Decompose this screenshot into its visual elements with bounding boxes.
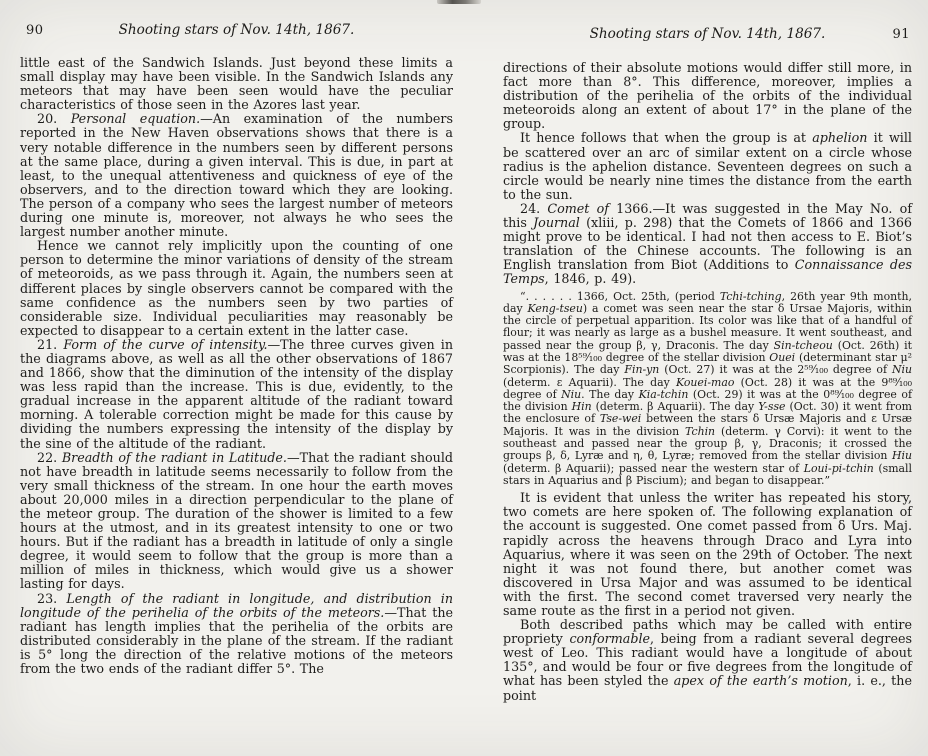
- body-text: (Oct. 29) it was at the 0⁸⁹⁄₁₀₀ degree of the division: [503, 387, 912, 414]
- body-text: (determ. β Aquarii). The day: [591, 400, 759, 414]
- italic-text: Sin-tcheou: [773, 338, 833, 352]
- paragraph: [503, 291, 912, 488]
- italic-text: Loui-pi-tchin: [803, 461, 874, 475]
- body-text: (determinant star μ² Scorpionis). The day: [503, 350, 913, 377]
- italic-text: conformable: [569, 631, 651, 647]
- body-text: (Oct. 28) it was at the 9⁸⁹⁄₁₀₀ degree of: [503, 375, 912, 401]
- page-right: [503, 0, 912, 703]
- paragraph: [503, 61, 912, 131]
- body-text: , 1846, p. 49).: [544, 271, 637, 287]
- italic-text: Journal: [533, 215, 580, 231]
- body-text: It hence follows that when the group is at: [520, 130, 813, 146]
- italic-text: Length of the radiant in longitude, and distribution in longitude of the perihelia of the orbits of the meteors.: [20, 590, 453, 620]
- body-text: it will be scattered over an arc of similar extent on a circle whose radius is the aphelion distance. Seventeen degrees on such a circle would be nearly nine times the distance from the earth to the sun.: [503, 130, 912, 202]
- italic-text: Personal equation.: [70, 111, 201, 127]
- italic-text: Niu: [561, 387, 582, 401]
- italic-text: Connaissance des Temps: [503, 257, 912, 287]
- running-title-right: Shooting stars of Nov. 14th, 1867.: [589, 26, 826, 42]
- body-text: directions of their absolute motions would differ still more, in fact more than 8°. This difference, moreover, implies a distribution of the perihelia of the orbits of the individual meteoroids along an extent of about 17° in the plane of the group.: [503, 60, 912, 132]
- paragraph: [503, 491, 912, 618]
- page-left: [20, 0, 453, 676]
- body-text: (Oct. 26th) it was at the 18⁵⁹⁄₁₀₀ degree of the stellar division: [503, 338, 912, 364]
- body-text: , 26th year 9th month, day: [503, 289, 913, 315]
- running-title-left: Shooting stars of Nov. 14th, 1867.: [118, 22, 355, 38]
- italic-text: Comet of: [547, 200, 609, 216]
- italic-text: Tchi-tching: [719, 289, 782, 303]
- italic-text: Tse-wei: [599, 412, 642, 426]
- body-text: “. . . . . . 1366, Oct. 25th, (period: [520, 289, 720, 303]
- italic-text: apex of the earth’s motion: [673, 673, 848, 689]
- body-text: —That the radiant should not have breadth in latitude seems necessarily to follow from the very small thickness of the stream. In one hour the earth moves about 20,000 miles in a direction perpendicular to the plane of the meteor group. The duration of the shower is limited to a few hours at the utmost, and in its greatest intensity to one or two hours. But if the radiant has a breadth in latitude of only a single degree, it would seem to follow that the group is more than a million of miles in thickness, which would give us a shower lasting for days.: [20, 449, 453, 592]
- italic-text: Niu: [891, 363, 912, 377]
- paragraph: [503, 618, 912, 703]
- body-text: (Oct. 27) it was at the 2⁵⁹⁄₁₀₀ degree of: [659, 363, 892, 377]
- body-text: 24.: [520, 200, 548, 216]
- body-text: —An examination of the numbers reported in the New Haven observations shows that there is a very notable difference in the numbers seen by different persons at the same place, during a given interval. This is due, in part at least, to the unequal attentiveness and quickness of eye of the observers, and to the direction toward which they are looking. The person of a company who sees the largest number of meteors during one minute is, moreover, not always he who sees the largest number another minute.: [20, 111, 453, 240]
- body-text: —The three curves given in the diagrams above, as well as all the other observations of 1867 and 1866, show that the diminution of the intensity of the display was less rapid than the increase. This is due, evidently, to the gradual increase in the apparent altitude of the radiant toward morning. A tolerable correction might be made for this cause by dividing the numbers expressing the intensity of the display by the sine of the altitude of the radiant.: [20, 336, 453, 451]
- paragraph: [503, 131, 912, 201]
- body-text: (small stars in Aquarius and β Piscium); and began to disappear.”: [503, 461, 912, 487]
- body-text: ) a comet was seen near the star δ Ursae Majoris, within the circle of perpetual apparition. Its color was like that of a handful of flour; it was nearly as large as a bushel measure. It went southeast, and passed near the group β, γ, Draconis. The day: [503, 301, 912, 352]
- italic-text: Breadth of the radiant in Latitude.: [61, 449, 287, 465]
- body-text: 23.: [37, 590, 67, 606]
- italic-text: Hin: [571, 400, 592, 414]
- page-header-right: [503, 0, 912, 41]
- italic-text: Fin-yn: [624, 363, 660, 377]
- paragraph: [20, 338, 453, 451]
- paragraph: [20, 112, 453, 239]
- body-text: . The day: [581, 387, 639, 401]
- body-text: 20.: [37, 111, 71, 127]
- italic-text: Hiu: [892, 449, 912, 463]
- body-text: between the stars δ Ursæ Majoris and ε Ursæ Majoris. It was in the division: [503, 412, 913, 438]
- italic-text: Ouei: [769, 350, 796, 364]
- body-text: , i. e., the point: [503, 673, 912, 703]
- page-body-right: [503, 56, 912, 703]
- italic-text: Keng-tseu: [527, 301, 583, 315]
- body-text: 1366.—It was suggested in the May No. of this: [503, 200, 913, 231]
- body-text: (determ. β Aquarii); passed near the western star of: [503, 461, 804, 475]
- body-text: It is evident that unless the writer has repeated his story, two comets are here spoken of. The following explanation of the account is suggested. One comet passed from δ Urs. Maj. rapidly across the heavens through Draco and Lyra into Aquarius, where it was seen on the 29th of October. The next night it was not found there, but another comet was discovered in Ursa Major and was assumed to be identical with the first. The second comet traversed very nearly the same route as the first in a period not given.: [503, 490, 912, 618]
- italic-text: Form of the curve of intensity.: [63, 336, 268, 352]
- body-text: , being from a radiant several degrees west of Leo. This radiant would have a longitude of about 135°, and would be four or five degrees from the longitude of what has been styled the: [503, 631, 912, 689]
- body-text: (determ. ε Aquarii). The day: [503, 375, 676, 389]
- body-text: (xliii, p. 298) that the Comets of 1866 and 1366 might prove to be identical. I had not then access to E. Biot’s translation of the Chinese accounts. The following is an English translation from Biot (Additions to: [503, 215, 912, 273]
- paragraph: [20, 592, 453, 677]
- italic-text: Tchin: [685, 424, 716, 438]
- body-text: (Oct. 30) it went from the enclosure of: [503, 400, 913, 426]
- page-header-left: [20, 0, 453, 41]
- body-text: Both described paths which may be called with entire propriety: [503, 617, 912, 647]
- paragraph: [20, 239, 453, 338]
- italic-text: aphelion: [812, 130, 868, 146]
- body-text: 21.: [37, 336, 64, 352]
- page-number-91: 91: [892, 27, 910, 42]
- body-text: Hence we cannot rely implicitly upon the counting of one person to determine the minor variations of density of the stream of meteoroids, as we pass through it. Again, the numbers seen at different places by single observers cannot be compared with the same confidence as the numbers seen by two parties of considerable size. Individual peculiarities may reasonably be expected to disappear to a certain extent in the latter case.: [20, 238, 453, 338]
- body-text: —That the radiant has length implies that the perihelia of the orbits are distributed considerably in the plane of the stream. If the radiant is 5° long the direction of the relative motions of the meteors from the two ends of the radiant differ 5°. The: [20, 604, 454, 677]
- paragraph: [20, 451, 453, 592]
- body-text: (determ. γ Corvi): it went to the southeast and passed near the group β, γ, Draconis; it crossed the groups β, δ, Lyræ and η, θ, Lyræ; removed from the stellar division: [503, 424, 912, 463]
- page-body-left: [20, 56, 453, 676]
- italic-text: Y-sse: [758, 400, 786, 414]
- italic-text: Kouei-mao: [676, 375, 735, 389]
- body-text: little east of the Sandwich Islands. Just beyond these limits a small display may have been visible. In the Sandwich Islands any meteors that may have been seen would have the peculiar characteristics of those seen in the Azores last year.: [20, 55, 453, 113]
- paragraph: [20, 56, 453, 112]
- body-text: 22.: [37, 449, 62, 465]
- page-number-90: 90: [26, 23, 44, 38]
- italic-text: Kia-tchin: [638, 387, 689, 401]
- paragraph: [503, 202, 912, 287]
